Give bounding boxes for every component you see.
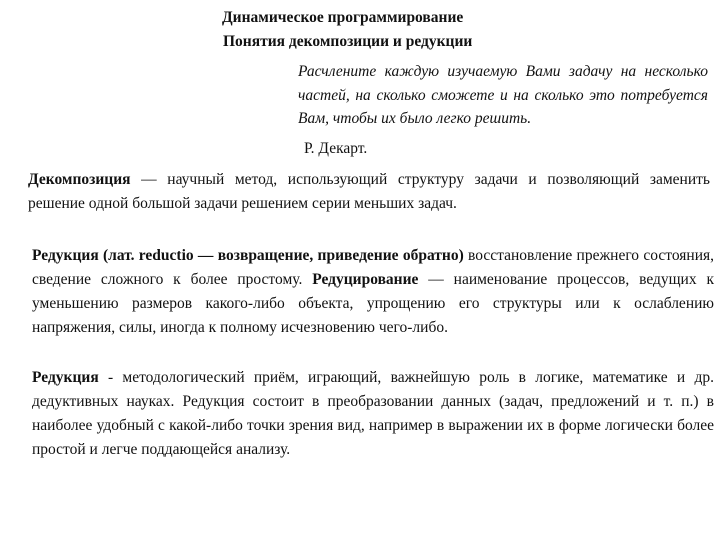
reduction-paragraph-2 <box>28 366 714 462</box>
reduction-definition-a: восстановление прежнего состояния, сведение сложного к более простому. <box>32 247 714 288</box>
reduction-term-2: Редукция <box>32 369 99 386</box>
epigraph-quote: Расчлените каждую изучаемую Вами задачу на несколько частей, на сколько сможете и на сколько это потребуется Вам, чтобы их было легко решить. <box>298 63 708 127</box>
epigraph-author: Р. Декарт. <box>304 140 368 157</box>
slide-title <box>222 6 472 54</box>
decomposition-term: Декомпозиция <box>28 171 131 188</box>
reduction-term: Редукция (лат. reductio — возвращение, приведение обратно) <box>32 247 464 264</box>
reduction-method-text: - методологический приём, играющий, важнейшую роль в логике, математике и др. дедуктивных науках. Редукция состоит в преобразовании данных (задач, предложений и т. п.) в наиболее удобный с какой-либо точки зрения вид, например в выражении их в форме логически более простой и легче поддающейся анализу. <box>32 369 714 458</box>
reduction-definition-b: — наименование процессов, ведущих к уменьшению размеров какого-либо объекта, упрощению его структуры или к ослаблению напряжения, силы, иногда к полному исчезновению чего-либо. <box>32 271 714 336</box>
reduction-paragraph-1 <box>28 244 714 340</box>
title-line-2: Понятия декомпозиции и редукции <box>223 33 473 50</box>
title-line-1: Динамическое программирование <box>222 9 464 26</box>
decomposition-paragraph <box>28 168 710 216</box>
reducing-term: Редуцирование <box>312 271 419 288</box>
decomposition-definition: — научный метод, использующий структуру задачи и позволяющий заменить решение одной большой задачи решением серии меньших задач. <box>28 171 710 212</box>
